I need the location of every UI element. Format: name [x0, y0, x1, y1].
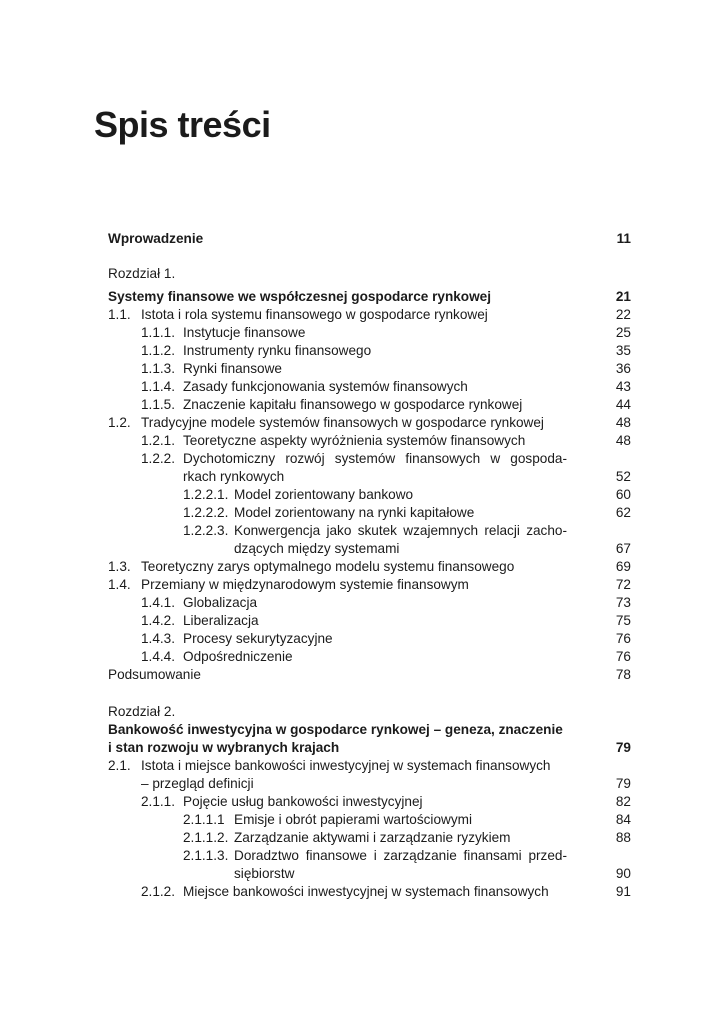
toc-page-number: 52 [615, 469, 631, 484]
toc-page-number: 79 [615, 740, 631, 755]
toc-entry-number: 1.3. [108, 559, 131, 574]
page-title: Spis treści [94, 104, 271, 145]
toc-entry-label: i stan rozwoju w wybranych krajach [108, 740, 340, 755]
toc-entry-label: Wprowadzenie [108, 231, 204, 246]
toc-entry-label: Model zorientowany na rynki kapitałowe [234, 505, 475, 520]
toc-page-number: 91 [615, 884, 631, 899]
toc-entry-label: Podsumowanie [108, 667, 201, 682]
toc-page-number: 73 [615, 595, 631, 610]
toc-entry [183, 847, 567, 865]
toc-entry-number: 2.1.1.2. [183, 830, 229, 845]
toc-entry-label: Liberalizacja [183, 613, 259, 628]
toc-page-number: 79 [615, 776, 631, 791]
toc-page-number: 22 [615, 307, 631, 322]
toc-entry [183, 522, 567, 540]
toc-page-number: 67 [615, 541, 631, 556]
toc-entry-number: 1.2.2. [141, 451, 176, 466]
toc-entry-label: Istota i rola systemu finansowego w gospodarce rynkowej [141, 307, 488, 322]
toc-entry-number: 1.2.1. [141, 433, 176, 448]
toc-entry-label: Model zorientowany bankowo [234, 487, 414, 502]
toc-entry-label: Instytucje finansowe [183, 325, 306, 340]
toc-page-number: 62 [615, 505, 631, 520]
toc-page-number: 84 [615, 812, 631, 827]
toc-page-number: 43 [615, 379, 631, 394]
toc-page-number: 72 [615, 577, 631, 592]
toc-entry-number: 1.2.2.2. [183, 505, 229, 520]
toc-page-number: 44 [615, 397, 631, 412]
toc-entry-number: 1.2.2.3. [183, 523, 229, 538]
toc-entry-number: 2.1.1.3. [183, 848, 229, 863]
toc-entry-number: 1.4. [108, 577, 131, 592]
toc-entry-label: Systemy finansowe we współczesnej gospodarce rynkowej [108, 289, 492, 304]
toc-page-number: 11 [616, 231, 631, 246]
toc-entry-number: 1.1.2. [141, 343, 176, 358]
toc-entry-label: – przegląd definicji [141, 776, 254, 791]
toc-entry [141, 450, 567, 468]
toc-entry-label: dzących między systemami [234, 541, 400, 556]
toc-entry-number: 1.1.5. [141, 397, 176, 412]
toc-entry-label: Instrumenty rynku finansowego [183, 343, 372, 358]
toc-page-number: 21 [615, 289, 631, 304]
toc-page-number: 60 [615, 487, 631, 502]
toc-entry-label: Emisje i obrót papierami wartościowymi [234, 812, 472, 827]
toc-entry-number: 1.2. [108, 415, 131, 430]
toc-page-number: 76 [615, 649, 631, 664]
toc-entry-label: Zarządzanie aktywami i zarządzanie ryzykiem [234, 830, 511, 845]
toc-entry-label: Istota i miejsce bankowości inwestycyjnej w systemach finansowych [141, 758, 551, 773]
toc-entry-label: rkach rynkowych [183, 469, 285, 484]
toc-entry-label: Znaczenie kapitału finansowego w gospodarce rynkowej [183, 397, 523, 412]
toc-entry-number: 2.1.2. [141, 884, 176, 899]
toc-entry-label: Doradztwo finansowe i zarządzanie finansami przed- [234, 848, 567, 863]
toc-page-number: 82 [615, 794, 631, 809]
toc-page-number: 48 [615, 415, 631, 430]
toc-entry-number: 1.1.4. [141, 379, 176, 394]
toc-entry-number: 2.1.1.1 [183, 812, 225, 827]
toc-entry-number: 1.4.3. [141, 631, 176, 646]
toc-page-number: 90 [615, 866, 631, 881]
toc-entry-label: Bankowość inwestycyjna w gospodarce rynkowej – geneza, znaczenie [108, 722, 563, 737]
toc-entry-number: 1.4.2. [141, 613, 176, 628]
toc-page-number: 69 [615, 559, 631, 574]
toc-entry-label: siębiorstw [234, 866, 295, 881]
toc-entry-number: 1.4.4. [141, 649, 176, 664]
toc-page-number: 36 [615, 361, 631, 376]
toc-entry-label: Tradycyjne modele systemów finansowych w gospodarce rynkowej [141, 415, 544, 430]
toc-entry-number: 2.1.1. [141, 794, 176, 809]
toc-page-number: 35 [615, 343, 631, 358]
toc-page-number: 76 [615, 631, 631, 646]
toc-entry-number: 1.2.2.1. [183, 487, 229, 502]
toc-entry-label: Globalizacja [183, 595, 258, 610]
toc-page-number: 25 [615, 325, 631, 340]
toc-entry-label: Pojęcie usług bankowości inwestycyjnej [183, 794, 423, 809]
toc-page-number: 78 [615, 667, 631, 682]
toc-entry-label: Odpośredniczenie [183, 649, 293, 664]
toc-entry-label: Zasady funkcjonowania systemów finansowych [183, 379, 468, 394]
toc-entry-number: 1.4.1. [141, 595, 176, 610]
toc-entry-number: 2.1. [108, 758, 131, 773]
toc-entry-label: Procesy sekurytyzacyjne [183, 631, 333, 646]
toc-entry-label: Miejsce bankowości inwestycyjnej w systemach finansowych [183, 884, 549, 899]
toc-page-number: 88 [615, 830, 631, 845]
chapter-number: Rozdział 2. [108, 704, 176, 719]
toc-entry-label: Rynki finansowe [183, 361, 282, 376]
toc-entry-label: Teoretyczne aspekty wyróżnienia systemów finansowych [183, 433, 526, 448]
toc-entry-label: Dychotomiczny rozwój systemów finansowych w gospoda- [183, 451, 567, 466]
toc-entry-chapter-2-title [108, 721, 567, 739]
toc-entry-label: Teoretyczny zarys optymalnego modelu systemu finansowego [141, 559, 515, 574]
toc-entry-number: 1.1.1. [141, 325, 176, 340]
toc-page-number: 75 [615, 613, 631, 628]
toc-entry-number: 1.1. [108, 307, 131, 322]
toc-entry-label: Przemiany w międzynarodowym systemie finansowym [141, 577, 469, 592]
toc-entry-number: 1.1.3. [141, 361, 176, 376]
toc-entry-label: Konwergencja jako skutek wzajemnych relacji zacho- [234, 523, 567, 538]
chapter-number: Rozdział 1. [108, 266, 176, 281]
toc-page-number: 48 [615, 433, 631, 448]
